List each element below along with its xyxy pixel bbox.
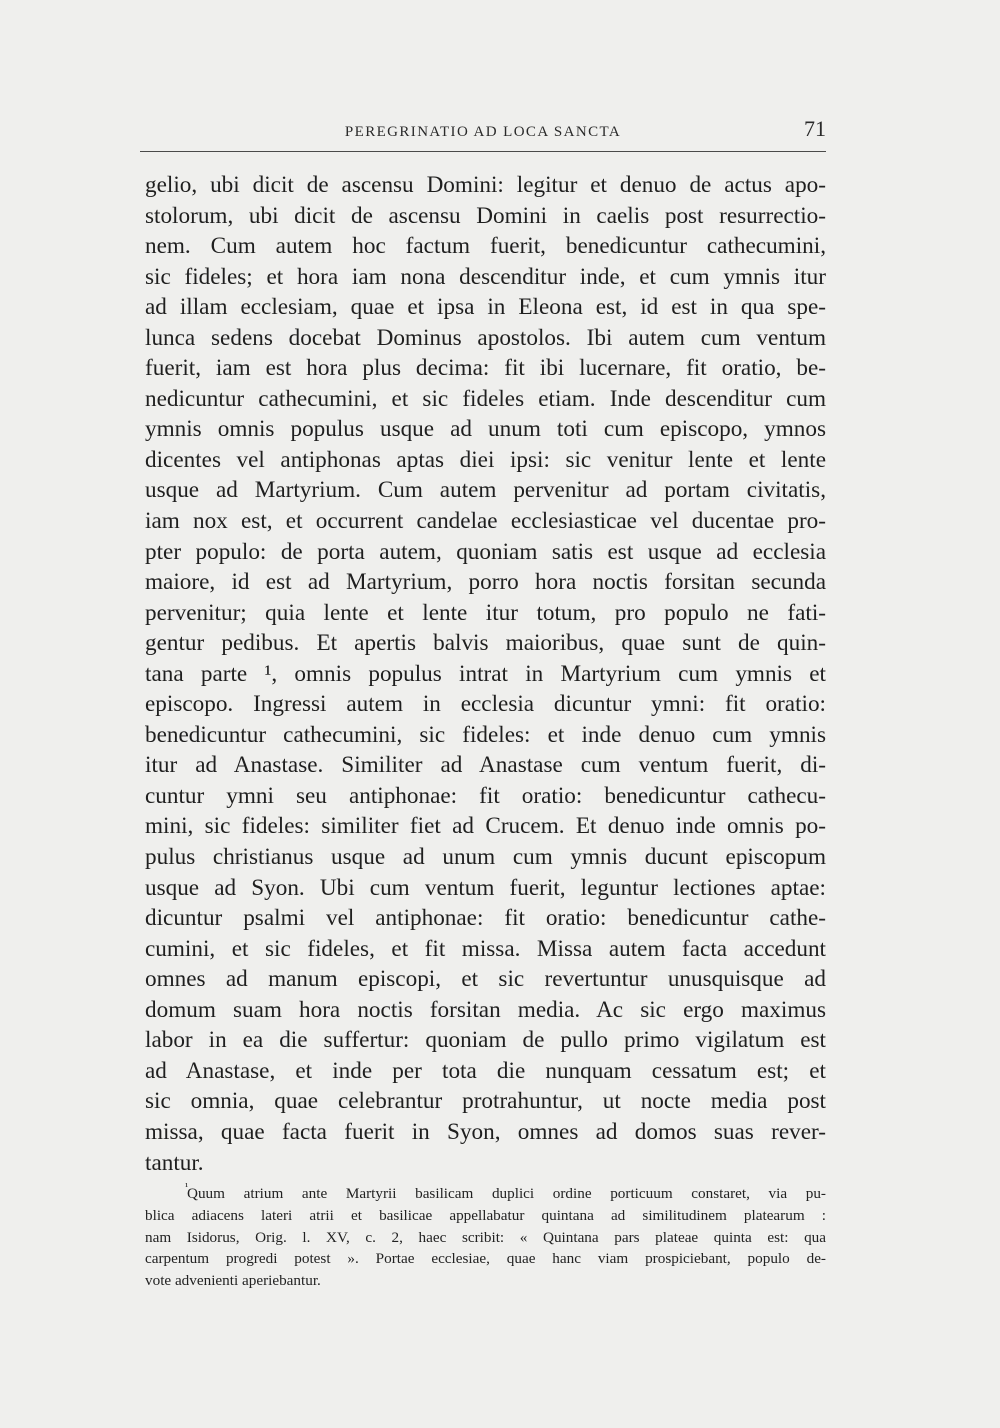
- text-line: dicuntur psalmi vel antiphonae: fit oratio: benedicuntur cathe-: [145, 905, 826, 932]
- text-line: cumini, et sic fideles, et fit missa. Missa autem facta accedunt: [145, 935, 826, 962]
- text-line: domum suam hora noctis forsitan media. Ac sic ergo maximus: [145, 996, 826, 1023]
- footnote-line: vote advenienti aperiebantur.: [145, 1272, 321, 1290]
- text-line: pervenitur; quia lente et lente itur totum, pro populo ne fati-: [145, 599, 826, 626]
- text-line: ymnis omnis populus usque ad unum toti cum episcopo, ymnos: [145, 416, 826, 443]
- text-line: gentur pedibus. Et apertis balvis maioribus, quae sunt de quin-: [145, 630, 826, 657]
- main-text: [145, 170, 826, 1178]
- text-line: benedicuntur cathecumini, sic fideles: et inde denuo cum ymnis: [145, 721, 826, 748]
- text-line: itur ad Anastase. Similiter ad Anastase cum ventum fuerit, di-: [145, 752, 826, 779]
- running-title: PEREGRINATIO AD LOCA SANCTA: [344, 124, 622, 140]
- text-line: sic omnia, quae celebrantur protrahuntur, ut nocte media post: [145, 1088, 826, 1115]
- text-line: gelio, ubi dicit de ascensu Domini: legitur et denuo de actus apo-: [145, 172, 826, 198]
- text-line: usque ad Syon. Ubi cum ventum fuerit, leguntur lectiones aptae:: [145, 874, 826, 901]
- header-rule: [140, 151, 826, 152]
- footnote-marker: ¹: [185, 1181, 189, 1193]
- text-line: lunca sedens docebat Dominus apostolos. Ibi autem cum ventum: [145, 324, 826, 351]
- text-line: mini, sic fideles: similiter fiet ad Crucem. Et denuo inde omnis po-: [145, 813, 826, 840]
- text-line: usque ad Martyrium. Cum autem pervenitur ad portam civitatis,: [145, 477, 826, 504]
- footnote-line: blica adiacens lateri atrii et basilicae appellabatur quintana ad similitudinem platearum :: [145, 1206, 826, 1224]
- text-line: nedicuntur cathecumini, et sic fideles etiam. Inde descenditur cum: [145, 385, 826, 412]
- text-line: tana parte ¹, omnis populus intrat in Martyrium cum ymnis et: [145, 660, 826, 687]
- text-line: pulus christianus usque ad unum cum ymnis ducunt episcopum: [145, 844, 826, 871]
- text-line: labor in ea die suffertur: quoniam de pullo primo vigilatum est: [145, 1027, 826, 1054]
- text-line: ad illam ecclesiam, quae et ipsa in Eleona est, id est in qua spe-: [145, 294, 826, 321]
- text-line: missa, quae facta fuerit in Syon, omnes ad domos suas rever-: [145, 1118, 826, 1145]
- text-line: stolorum, ubi dicit de ascensu Domini in caelis post resurrectio-: [145, 202, 826, 229]
- text-line: fuerit, iam est hora plus decima: fit ibi lucernare, fit oratio, be-: [145, 355, 826, 382]
- footnote-line: Quum atrium ante Martyrii basilicam duplici ordine porticuum constaret, via pu-: [187, 1185, 826, 1202]
- text-line: nem. Cum autem hoc factum fuerit, benedicuntur cathecumini,: [145, 233, 826, 260]
- footnote: [145, 1183, 826, 1292]
- text-line: pter populo: de porta autem, quoniam satis est usque ad ecclesia: [145, 538, 826, 565]
- text-line: dicentes vel antiphonas aptas diei ipsi: sic venitur lente et lente: [145, 446, 826, 473]
- text-line: cuntur ymni seu antiphonae: fit oratio: benedicuntur cathecu-: [145, 782, 826, 809]
- footnote-line: carpentum progredi potest ». Portae ecclesiae, quae hanc viam prospiciebant, populo de-: [145, 1250, 826, 1268]
- text-line: ad Anastase, et inde per tota die nunquam cessatum est; et: [145, 1057, 826, 1084]
- footnote-line: nam Isidorus, Orig. l. XV, c. 2, haec scribit: « Quintana pars plateae quinta est: qua: [145, 1228, 826, 1246]
- text-line: omnes ad manum episcopi, et sic revertuntur unusquisque ad: [145, 966, 826, 993]
- text-line: tantur.: [145, 1149, 204, 1176]
- running-header: [140, 116, 826, 150]
- text-line: iam nox est, et occurrent candelae ecclesiasticae vel ducentae pro-: [145, 508, 826, 535]
- text-line: episcopo. Ingressi autem in ecclesia dicuntur ymni: fit oratio:: [145, 691, 826, 718]
- page-number: 71: [804, 116, 826, 141]
- text-line: maiore, id est ad Martyrium, porro hora noctis forsitan secunda: [145, 569, 826, 596]
- text-line: sic fideles; et hora iam nona descenditur inde, et cum ymnis itur: [145, 263, 826, 290]
